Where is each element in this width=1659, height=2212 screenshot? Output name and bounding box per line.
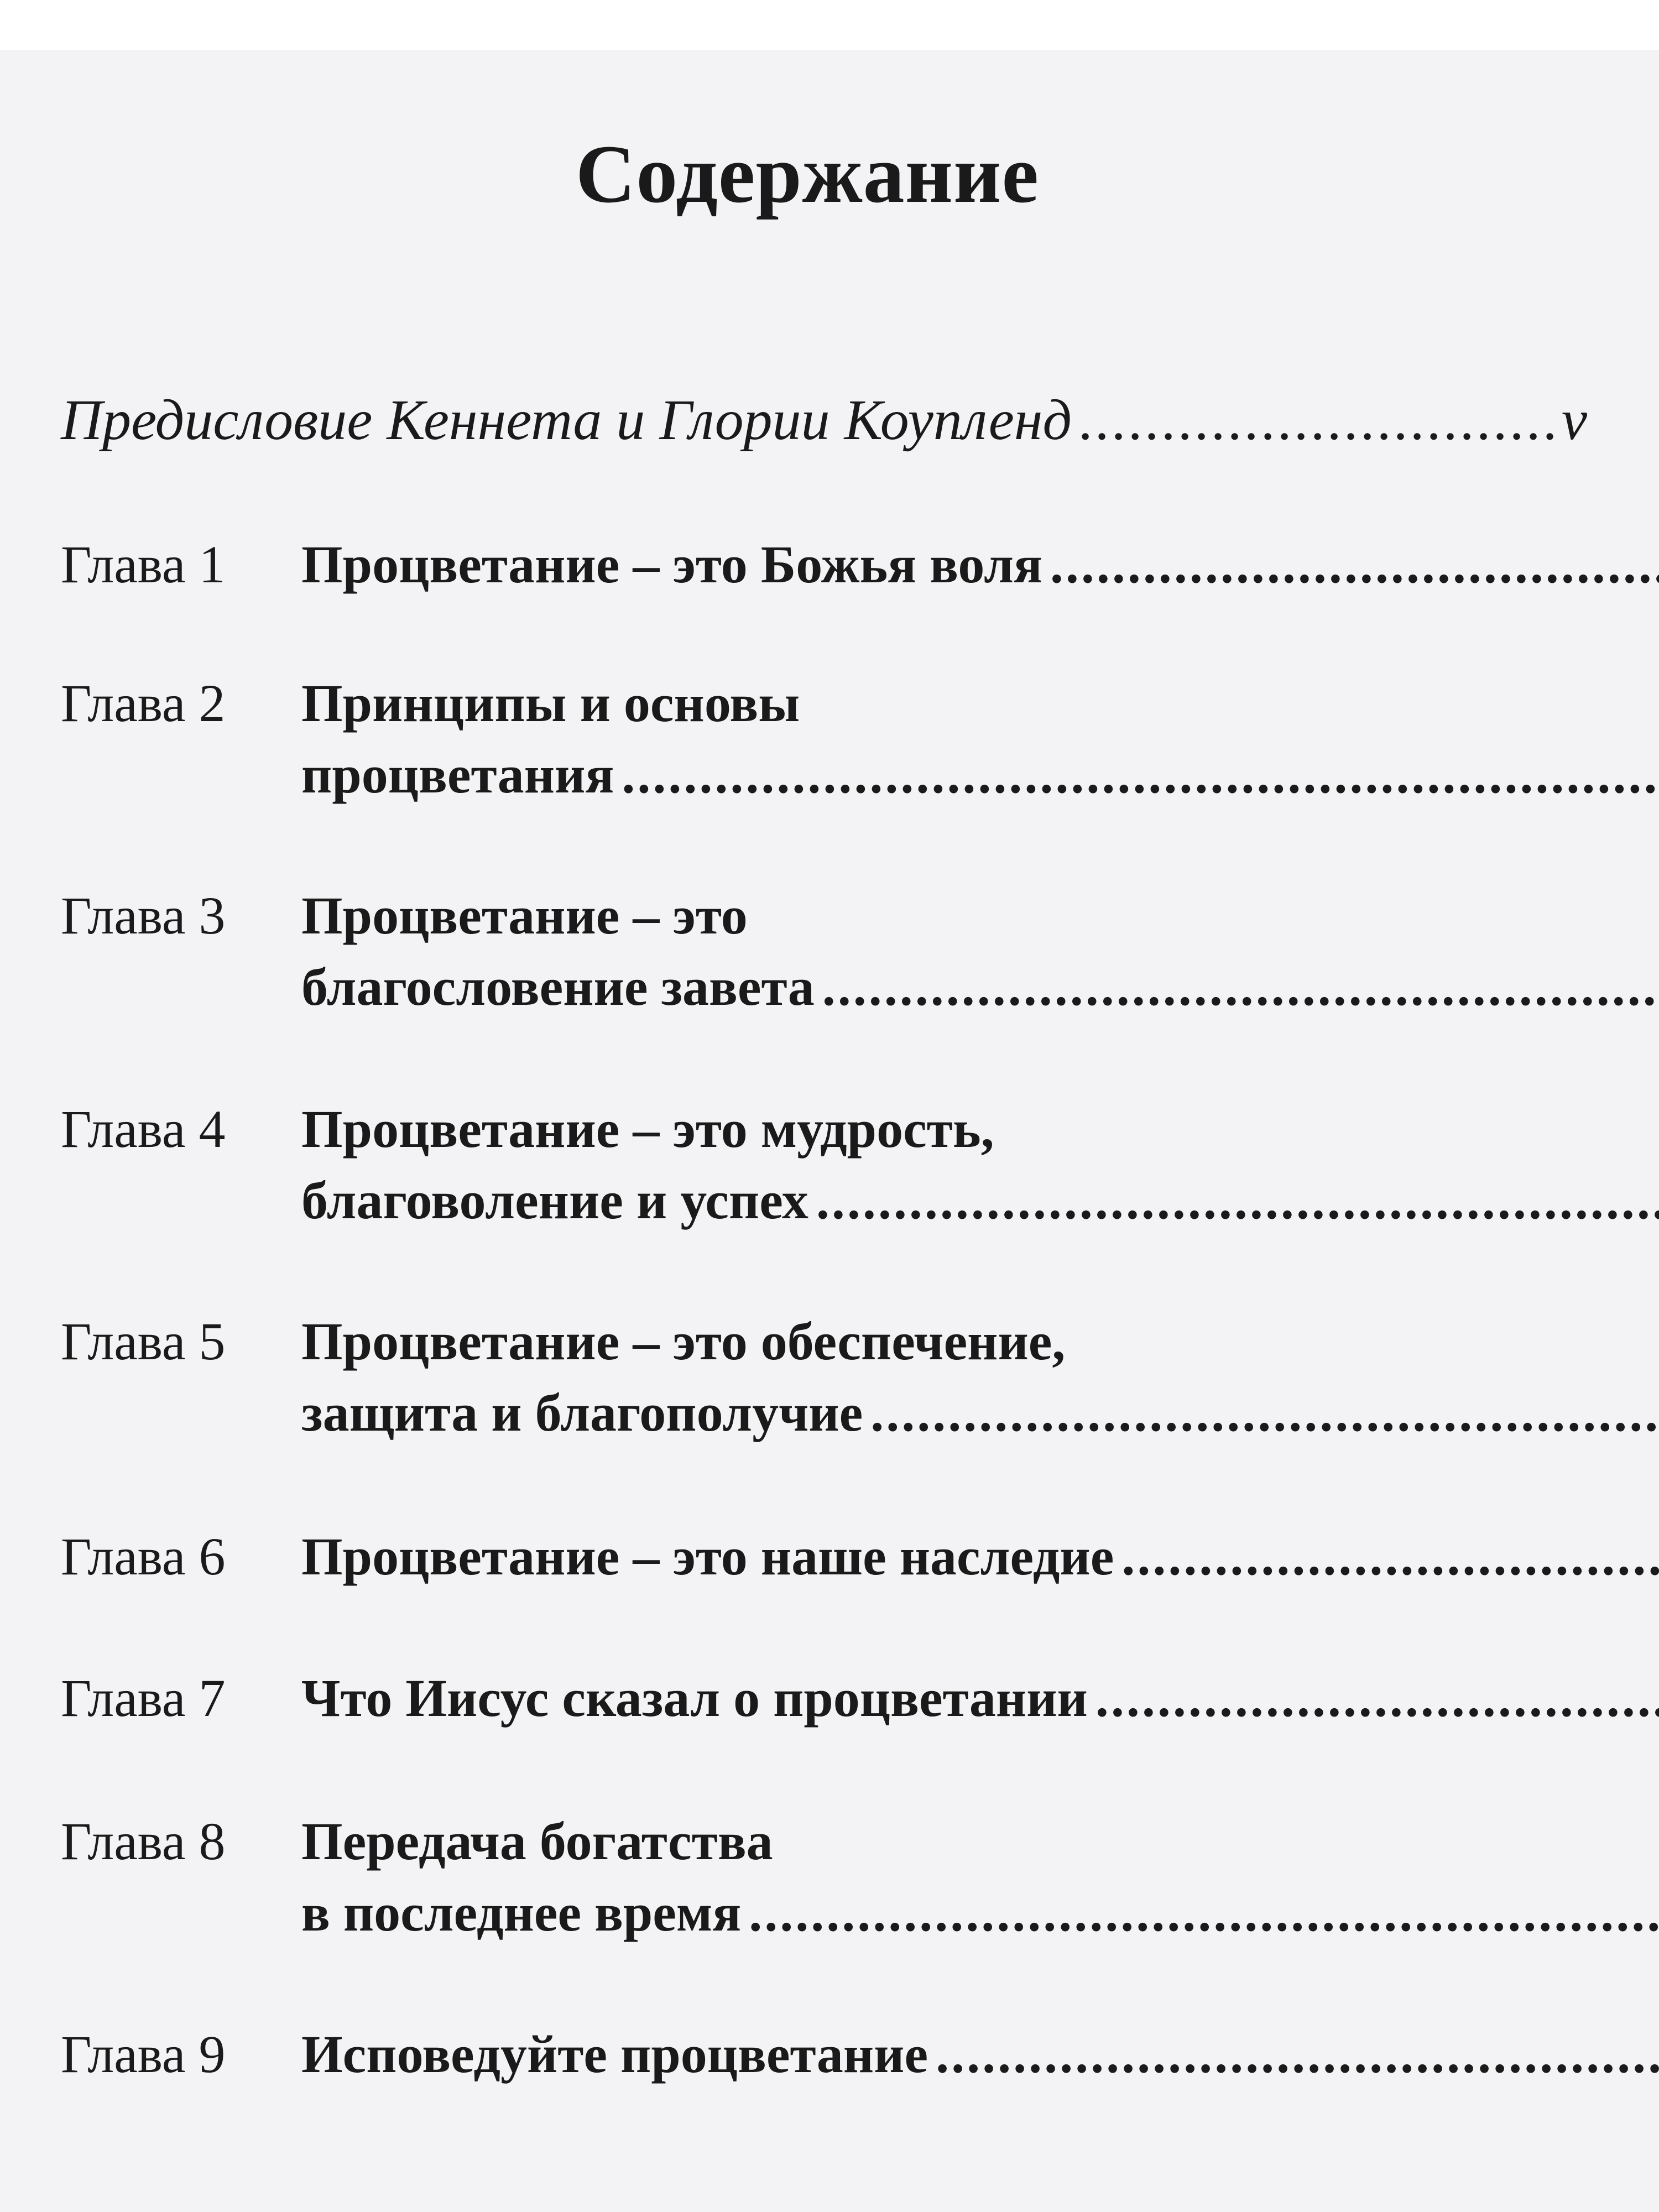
chapter-label: Глава 8 bbox=[61, 1812, 226, 1871]
foreword-title: Предисловие Кеннета и Глории Коупленд bbox=[61, 388, 1072, 452]
chapter-title: благоволение и успех bbox=[301, 1171, 808, 1230]
chapter-label: Глава 6 bbox=[61, 1527, 226, 1586]
chapter-title-line1: Процветание – это bbox=[301, 886, 748, 945]
chapter-title-line bbox=[301, 1377, 1659, 1448]
chapter-title-block bbox=[301, 1521, 1659, 1592]
dot-leader bbox=[1095, 1663, 1659, 1734]
toc-chapter-6 bbox=[61, 1521, 1587, 1592]
dot-leader bbox=[822, 952, 1659, 1022]
chapter-title-line bbox=[301, 1877, 1659, 1948]
chapter-title-block bbox=[301, 668, 1659, 810]
chapter-title-line1: Передача богатства bbox=[301, 1812, 773, 1871]
toc-chapter-4 bbox=[61, 1094, 1587, 1236]
chapter-label: Глава 1 bbox=[61, 535, 226, 594]
chapter-title: Что Иисус сказал о процветании bbox=[301, 1668, 1088, 1728]
page-title: Содержание bbox=[575, 128, 1040, 220]
chapter-label: Глава 5 bbox=[61, 1312, 226, 1371]
dot-leader bbox=[1079, 382, 1554, 459]
toc-chapter-3 bbox=[61, 880, 1587, 1022]
chapter-title-block bbox=[301, 1662, 1659, 1734]
chapter-title: Исповедуйте процветание bbox=[301, 2025, 928, 2084]
toc-foreword bbox=[61, 382, 1587, 459]
chapter-title-line bbox=[301, 1521, 1659, 1592]
dot-leader bbox=[1050, 529, 1659, 600]
chapter-title: Процветание – это наше наследие bbox=[301, 1527, 1114, 1586]
page-top-edge bbox=[0, 0, 1659, 50]
chapter-label: Глава 9 bbox=[61, 2025, 226, 2084]
dot-leader bbox=[1121, 1521, 1659, 1592]
chapter-title: Процветание – это Божья воля bbox=[301, 535, 1042, 594]
dot-leader bbox=[816, 1165, 1659, 1236]
toc-chapter-1 bbox=[61, 529, 1587, 600]
dot-leader bbox=[870, 1378, 1659, 1448]
chapter-title-line1: Процветание – это обеспечение, bbox=[301, 1312, 1066, 1371]
chapter-title: защита и благополучие bbox=[301, 1383, 863, 1442]
chapter-label: Глава 2 bbox=[61, 674, 226, 733]
chapter-title-line1: Процветание – это мудрость, bbox=[301, 1099, 994, 1159]
chapter-title-line1: Принципы и основы bbox=[301, 674, 800, 733]
chapter-title-block bbox=[301, 1094, 1659, 1236]
toc-chapter-5 bbox=[61, 1306, 1587, 1448]
chapter-title-line bbox=[301, 1165, 1659, 1236]
chapter-label: Глава 4 bbox=[61, 1099, 226, 1159]
chapter-title-line bbox=[301, 1662, 1659, 1734]
toc-chapter-8 bbox=[61, 1806, 1587, 1948]
dot-leader bbox=[622, 739, 1659, 810]
toc-chapter-9 bbox=[61, 2018, 1587, 2090]
chapter-title-line bbox=[301, 951, 1659, 1022]
chapter-title-line bbox=[301, 739, 1659, 810]
dot-leader bbox=[749, 1877, 1659, 1948]
chapter-title-block bbox=[301, 529, 1659, 600]
foreword-page: v bbox=[1561, 388, 1587, 452]
chapter-title-block bbox=[301, 1306, 1659, 1448]
chapter-title: в последнее время bbox=[301, 1883, 742, 1942]
chapter-title-block bbox=[301, 880, 1659, 1022]
chapter-title-block bbox=[301, 2018, 1659, 2090]
chapter-label: Глава 7 bbox=[61, 1668, 226, 1728]
toc-chapter-7 bbox=[61, 1662, 1587, 1734]
chapter-title: процветания bbox=[301, 745, 614, 804]
chapter-title-line bbox=[301, 2018, 1659, 2090]
toc-chapter-2 bbox=[61, 668, 1587, 810]
chapter-title-line bbox=[301, 529, 1659, 600]
chapter-title-block bbox=[301, 1806, 1659, 1948]
chapter-label: Глава 3 bbox=[61, 886, 226, 945]
chapter-title: благословение завета bbox=[301, 957, 815, 1016]
dot-leader bbox=[936, 2019, 1659, 2090]
